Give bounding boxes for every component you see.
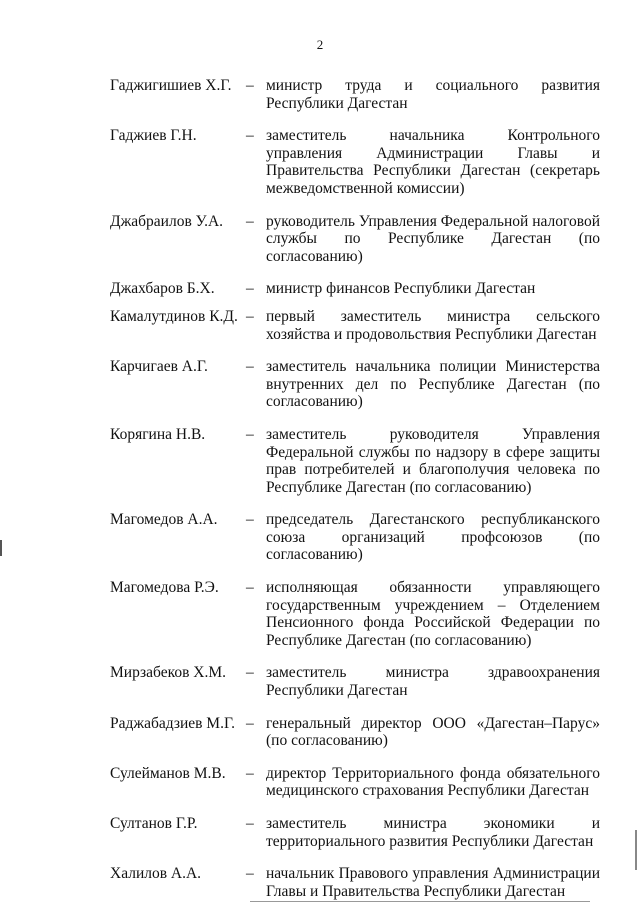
- member-description: заместитель начальника полиции Министерства внутренних дел по Республике Дагестан (по согласованию): [266, 358, 600, 411]
- member-dash: –: [246, 664, 254, 682]
- scan-bottom-line: [250, 901, 590, 902]
- member-description: генеральный директор ООО «Дагестан–Парус» (по согласованию): [266, 714, 600, 750]
- member-name: Гаджиев Г.Н.: [110, 127, 197, 145]
- member-dash: –: [246, 307, 254, 325]
- member-row: [110, 77, 600, 112]
- member-row: [110, 213, 600, 266]
- member-name: Сулейманов М.В.: [110, 764, 226, 782]
- member-row: [110, 280, 600, 298]
- member-dash: –: [246, 714, 254, 732]
- member-row: [110, 358, 600, 411]
- member-description: председатель Дагестанского республиканского союза организаций профсоюзов (по согласованию): [266, 511, 600, 564]
- member-description: министр финансов Республики Дагестан: [266, 280, 536, 298]
- scan-edge-mark: [0, 540, 2, 556]
- member-description: заместитель руководителя Управления Федеральной службы по надзору в сфере защиты прав потребителей и благополучия человека по Республике Дагестан (по согласованию): [266, 425, 600, 496]
- member-description: директор Территориального фонда обязательного медицинского страхования Республики Дагестан: [266, 764, 600, 800]
- member-name: Джахбаров Б.Х.: [110, 280, 215, 298]
- commission-member-list: [110, 77, 600, 900]
- member-dash: –: [246, 425, 254, 443]
- member-name: Камалутдинов К.Д.: [110, 307, 238, 325]
- member-name: Гаджигишиев Х.Г.: [110, 77, 232, 94]
- member-dash: –: [246, 280, 254, 298]
- member-row: [110, 765, 600, 800]
- member-row: [110, 511, 600, 564]
- member-dash: –: [246, 212, 254, 230]
- member-row: [110, 664, 600, 699]
- member-dash: –: [246, 815, 254, 832]
- member-row: [110, 579, 600, 649]
- member-dash: –: [246, 358, 254, 376]
- member-description: заместитель начальника Контрольного управления Администрации Главы и Правительства Республики Дагестан (секретарь межведомственной комиссии): [266, 127, 600, 197]
- member-name: Корягина Н.В.: [110, 425, 206, 443]
- member-description: исполняющая обязанности управляющего государственным учреждением – Отделением Пенсионного фонда Российской Федерации по Республике Дагестан (по согласованию): [266, 579, 600, 649]
- member-row: [110, 127, 600, 197]
- member-row: [110, 308, 600, 343]
- member-name: Халилов А.А.: [110, 865, 202, 883]
- member-dash: –: [246, 77, 254, 94]
- member-description: первый заместитель министра сельского хозяйства и продовольствия Республики Дагестан: [266, 307, 600, 343]
- member-row: [110, 715, 600, 750]
- page-number: 2: [316, 37, 324, 52]
- member-name: Магомедова Р.Э.: [110, 579, 219, 597]
- member-description: заместитель министра экономики и территориального развития Республики Дагестан: [266, 815, 600, 850]
- scan-edge-mark: [635, 830, 637, 870]
- member-dash: –: [246, 865, 254, 883]
- member-name: Джабраилов У.А.: [110, 212, 224, 230]
- member-description: начальник Правового управления Администрации Главы и Правительства Республики Дагестан: [266, 865, 600, 900]
- member-name: Раджабадзиев М.Г.: [110, 714, 236, 732]
- member-dash: –: [246, 511, 254, 529]
- member-dash: –: [246, 127, 254, 145]
- member-description: заместитель министра здравоохранения Республики Дагестан: [266, 664, 600, 700]
- member-description: министр труда и социального развития Республики Дагестан: [266, 77, 600, 112]
- member-dash: –: [246, 764, 254, 782]
- member-row: [110, 426, 600, 496]
- member-dash: –: [246, 579, 254, 597]
- member-row: [110, 815, 600, 850]
- member-name: Карчигаев А.Г.: [110, 358, 208, 376]
- member-name: Магомедов А.А.: [110, 511, 218, 529]
- member-name: Мирзабеков Х.М.: [110, 664, 226, 682]
- member-row: [110, 865, 600, 900]
- member-name: Султанов Г.Р.: [110, 815, 198, 832]
- member-description: руководитель Управления Федеральной налоговой службы по Республике Дагестан (по согласованию): [266, 212, 600, 265]
